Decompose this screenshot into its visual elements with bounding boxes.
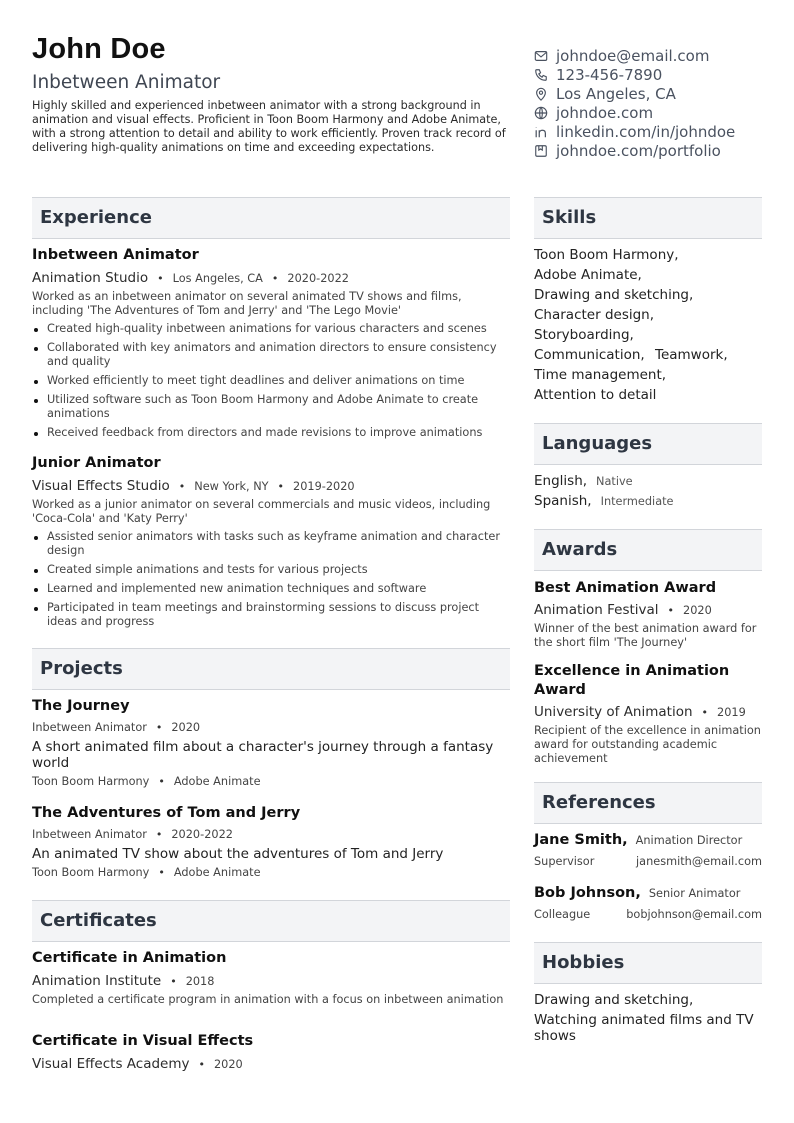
job-company: Animation Studio [32,270,149,286]
separator-dot: • [271,272,279,285]
list-item: Created simple animations and tests for various projects [32,563,510,577]
award-title: Best Animation Award [534,580,717,596]
job-title: Junior Animator [32,455,161,471]
separator-dot: • [701,706,709,719]
reference-relation: Colleague [534,908,591,921]
language-level: Intermediate [600,495,674,508]
reference-details [534,855,762,868]
reference-title: Animation Director [635,834,743,847]
skill-item: Character design, [534,307,655,323]
job-meta [32,478,355,494]
award-description: Recipient of the excellence in animation award for outstanding academic achievement [534,724,761,765]
separator-dot: • [667,604,675,617]
contact-location [534,84,774,103]
section-title: Certificates [40,910,157,931]
language-item [534,473,633,489]
section-skills [534,197,762,239]
language-name: Spanish, [534,493,592,509]
skill-item: Teamwork, [655,347,728,363]
project-tool: Adobe Animate [173,775,261,788]
separator-dot: • [170,975,177,988]
linkedin-icon [534,125,548,139]
separator-dot: • [277,480,285,493]
reference-details [534,908,762,921]
certificate-title: Certificate in Animation [32,950,227,966]
certificate-issuer: Animation Institute [32,973,162,989]
skill-item: Toon Boom Harmony, [534,247,679,263]
project-description: A short animated film about a character's journey through a fantasy world [32,739,494,771]
contact-location-text: Los Angeles, CA [556,84,676,103]
certificate-title: Certificate in Visual Effects [32,1033,254,1049]
language-item [534,493,674,509]
job-dates: 2019-2020 [293,480,355,493]
project-title: The Journey [32,698,130,714]
job-bullets [32,322,510,445]
separator-dot: • [158,866,165,879]
contact-portfolio-text: johndoe.com/portfolio [556,141,721,160]
certificate-description: Completed a certificate program in animation with a focus on inbetween animation [32,993,504,1006]
award-meta [534,704,746,720]
portfolio-icon [534,144,548,158]
skill-item: Communication, [534,347,645,363]
project-dates: 2020-2022 [171,828,233,841]
skill-item: Time management, [534,367,667,383]
hobby-item: Drawing and sketching, [534,992,694,1008]
project-role: Inbetween Animator [32,828,147,841]
contact-website-text: johndoe.com [556,103,654,122]
section-title: Experience [40,207,152,228]
contact-email-text: johndoe@email.com [556,46,710,65]
project-tool: Toon Boom Harmony [32,775,150,788]
separator-dot: • [157,272,164,285]
reference-relation: Supervisor [534,855,595,868]
language-level: Native [596,475,633,488]
section-projects [32,648,510,690]
section-languages [534,423,762,465]
section-hobbies [534,942,762,984]
reference-title: Senior Animator [648,887,741,900]
section-title: Hobbies [542,952,625,973]
skill-item: Drawing and sketching, [534,287,694,303]
job-title: Inbetween Animator [32,247,199,263]
section-title: Projects [40,658,123,679]
project-dates: 2020 [171,721,201,734]
project-role: Inbetween Animator [32,721,147,734]
list-item: Created high-quality inbetween animations for various characters and scenes [32,322,510,336]
list-item: Participated in team meetings and brainstorming sessions to discuss project ideas and progress [32,601,510,629]
project-meta [32,828,233,841]
skill-item: Adobe Animate, [534,267,642,283]
job-location: New York, NY [194,480,269,493]
reference-email[interactable]: janesmith@email.com [636,855,762,868]
project-description: An animated TV show about the adventures of Tom and Jerry [32,846,444,862]
list-item: Learned and implemented new animation techniques and software [32,582,510,596]
job-company: Visual Effects Studio [32,478,170,494]
skill-item: Attention to detail [534,387,657,403]
hobby-item: Watching animated films and TV shows [534,1012,754,1044]
job-meta [32,270,349,286]
globe-icon [534,106,548,120]
map-pin-icon [534,87,548,101]
reference-name: Jane Smith, [534,832,628,848]
section-title: Awards [542,539,618,560]
section-experience [32,197,510,239]
award-year: 2020 [683,604,712,617]
mail-icon [534,49,548,63]
reference-header [534,832,742,848]
separator-dot: • [158,775,165,788]
contact-list [534,46,774,160]
job-description: Worked as an inbetween animator on several animated TV shows and films, including 'The Adventures of Tom and Jerry' and 'The Lego Movie' [32,290,462,317]
award-org: University of Animation [534,704,693,720]
list-item: Assisted senior animators with tasks such as keyframe animation and character design [32,530,510,558]
certificate-meta [32,1056,243,1072]
project-tools [32,775,261,788]
candidate-name: John Doe [32,33,166,65]
section-awards [534,529,762,571]
award-org: Animation Festival [534,602,659,618]
award-year: 2019 [717,706,746,719]
separator-dot: • [198,1058,205,1071]
project-tool: Adobe Animate [173,866,261,879]
job-location: Los Angeles, CA [172,272,263,285]
certificate-issuer: Visual Effects Academy [32,1056,190,1072]
section-certificates [32,900,510,942]
phone-icon [534,68,548,82]
contact-email[interactable] [534,46,774,65]
skill-item: Storyboarding, [534,327,634,343]
job-description: Worked as a junior animator on several commercials and music videos, including 'Coca-Cola' and 'Katy Perry' [32,498,491,525]
job-bullets [32,530,510,634]
project-tools [32,866,261,879]
reference-name: Bob Johnson, [534,885,641,901]
certificate-year: 2020 [213,1058,243,1071]
contact-portfolio[interactable] [534,141,774,160]
certificate-meta [32,973,214,989]
project-title: The Adventures of Tom and Jerry [32,805,301,821]
language-name: English, [534,473,588,489]
contact-website[interactable] [534,103,774,122]
award-meta [534,602,712,618]
reference-header [534,885,740,901]
contact-phone[interactable] [534,65,774,84]
section-title: Skills [542,207,597,228]
list-item: Received feedback from directors and made revisions to improve animations [32,426,510,440]
section-title: Languages [542,433,653,454]
award-title: Excellence in Animation Award [534,663,730,698]
section-title: References [542,792,656,813]
candidate-role: Inbetween Animator [32,72,221,93]
project-tool: Toon Boom Harmony [32,866,150,879]
contact-phone-text: 123-456-7890 [556,65,663,84]
separator-dot: • [155,828,163,841]
reference-email[interactable]: bobjohnson@email.com [626,908,762,921]
summary-text: Highly skilled and experienced inbetween animator with a strong background in animation and visual effects. Proficient in Toon Boom Harmony and Adobe Animate, with a strong attention to detail and ability to work efficiently. Proven track record of delivering high-quality animations on time and exceeding expectations. [32,99,506,154]
list-item: Worked efficiently to meet tight deadlines and deliver animations on time [32,374,510,388]
section-references [534,782,762,824]
separator-dot: • [155,721,163,734]
project-meta [32,721,200,734]
award-description: Winner of the best animation award for the short film 'The Journey' [534,622,757,649]
certificate-year: 2018 [185,975,215,988]
list-item: Utilized software such as Toon Boom Harmony and Adobe Animate to create animations [32,393,510,421]
separator-dot: • [178,480,186,493]
list-item: Collaborated with key animators and animation directors to ensure consistency and quality [32,341,510,369]
job-dates: 2020-2022 [287,272,349,285]
contact-linkedin-text: linkedin.com/in/johndoe [556,122,736,141]
contact-linkedin[interactable] [534,122,774,141]
